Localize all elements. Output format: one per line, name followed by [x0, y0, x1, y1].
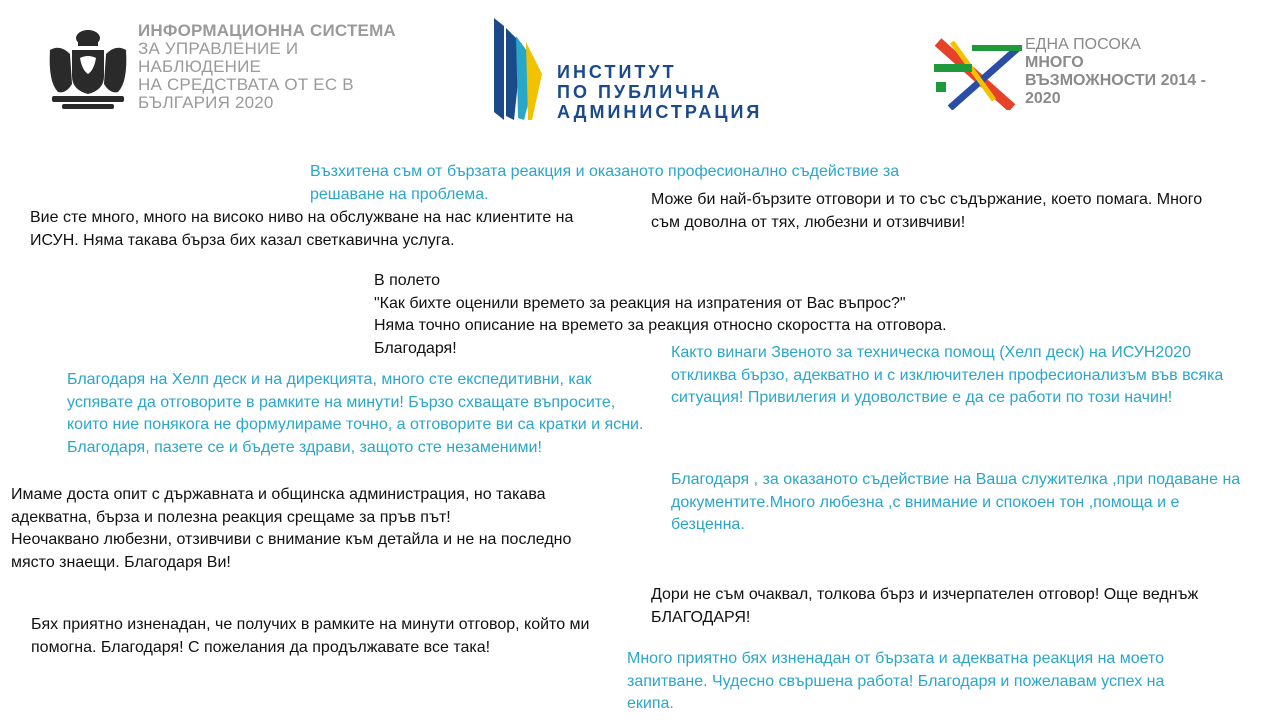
- op-line-4: 2020: [1025, 90, 1061, 107]
- ipa-logo-mark: [492, 16, 544, 120]
- quote-line: Няма точно описание на времето за реакция относно скоростта на отговора.: [374, 317, 947, 334]
- op-line-2: МНОГО: [1025, 54, 1084, 71]
- isun-line-2: ЗА УПРАВЛЕНИЕ И: [138, 39, 299, 58]
- quote-line: екипа.: [627, 695, 674, 712]
- coat-of-arms-logo: [42, 26, 134, 112]
- op-logo-text: [1025, 36, 1206, 108]
- op-logo-mark: [932, 38, 1024, 110]
- ipa-line-1: ИНСТИТУТ: [557, 62, 677, 82]
- isun-line-5: БЪЛГАРИЯ 2020: [138, 93, 274, 112]
- quote-line: документите.Много любезна ,с внимание и спокоен тон ,помоща и е: [671, 493, 1180, 511]
- quote-line: място знаещи. Благодаря Ви!: [11, 553, 231, 571]
- isun-line-1: ИНФОРМАЦИОННА СИСТЕМА: [138, 21, 396, 40]
- quote-line: Дори не съм очаквал, толкова бърз и изчерпателен отговор! Още веднъж: [651, 586, 1199, 603]
- quote-line: Много приятно бях изненадан от бързата и адекватна реакция на моето: [627, 650, 1165, 667]
- ipa-line-2: ПО ПУБЛИЧНА: [557, 82, 723, 102]
- testimonial-q8: [11, 484, 571, 574]
- quote-line: решаване на проблема.: [310, 185, 489, 203]
- quote-line: Благодаря!: [374, 339, 457, 357]
- quote-line: Неочаквано любезни, отзивчиви с внимание към детайла и не на последно: [11, 531, 572, 548]
- ipa-logo-text: [557, 62, 762, 122]
- quote-line: БЛАГОДАРЯ!: [651, 608, 751, 626]
- quote-line: Може би най-бързите отговори и то със съдържание, което помага. Много: [651, 191, 1203, 208]
- testimonial-q5: [671, 342, 1223, 410]
- quote-line: Както винаги Звеното за техническа помощ (Хелп деск) на ИСУН2020: [671, 344, 1192, 361]
- quote-line: адекватна, бърза и полезна реакция срещаме за пръв път!: [11, 508, 451, 526]
- quote-line: "Как бихте оценили времето за реакция на изпратения от Вас въпрос?": [374, 294, 906, 312]
- quote-line: ситуация! Привилегия и удоволствие е да се работи по този начин!: [671, 389, 1173, 406]
- quote-line: В полето: [374, 272, 441, 289]
- testimonial-q7: [671, 469, 1240, 537]
- quote-line: ИСУН. Няма такава бърза бих казал светкавична услуга.: [30, 231, 455, 249]
- testimonial-q11: [627, 648, 1164, 716]
- testimonial-q9: [651, 584, 1198, 629]
- quote-line: Възхитена съм от бързата реакция и оказаното професионално съдействие за: [310, 163, 900, 180]
- quote-line: Благодаря , за оказаното съдействие на Ваша служителка ,при подаване на: [671, 471, 1241, 488]
- ipa-line-3: АДМИНИСТРАЦИЯ: [557, 102, 763, 122]
- testimonial-q10: [31, 614, 589, 659]
- quote-line: съм доволна от тях, любезни и отзивчиви!: [651, 213, 966, 231]
- quote-line: които ние понякога не формулираме точно, а отговорите ви са кратки и ясни.: [67, 416, 644, 433]
- quote-line: Вие сте много, много на високо ниво на обслужване на нас клиентите на: [30, 209, 574, 226]
- quote-line: запитване. Чудесно свършена работа! Благодаря и пожелавам успех на: [627, 672, 1165, 690]
- op-line-1: ЕДНА ПОСОКА: [1025, 36, 1141, 53]
- testimonial-q3: [30, 207, 573, 252]
- quote-line: откликва бързо, адекватно и с изключителен професионализъм във всяка: [671, 366, 1224, 384]
- quote-line: Бях приятно изненадан, че получих в рамките на минути отговор, който ми: [31, 616, 590, 633]
- quote-line: Имаме доста опит с държавната и общинска администрация, но такава: [11, 486, 546, 503]
- testimonial-q6: [67, 369, 643, 459]
- quote-line: Благодаря на Хелп деск и на дирекцията, много сте експедитивни, как: [67, 371, 592, 388]
- isun-line-4: НА СРЕДСТВАТА ОТ ЕС В: [138, 75, 354, 94]
- op-line-3: ВЪЗМОЖНОСТИ 2014 -: [1025, 72, 1206, 89]
- isun-line-3: НАБЛЮДЕНИЕ: [138, 57, 262, 76]
- quote-line: успявате да отговорите в рамките на минути! Бързо схващате въпросите,: [67, 393, 616, 411]
- quote-line: безценна.: [671, 516, 745, 533]
- quote-line: Благодаря, пазете се и бъдете здрави, защото сте незаменими!: [67, 438, 542, 456]
- testimonial-q2: [651, 189, 1202, 234]
- quote-line: помогна. Благодаря! С пожелания да продължавате все така!: [31, 638, 491, 656]
- isun-logo-text: [138, 22, 396, 112]
